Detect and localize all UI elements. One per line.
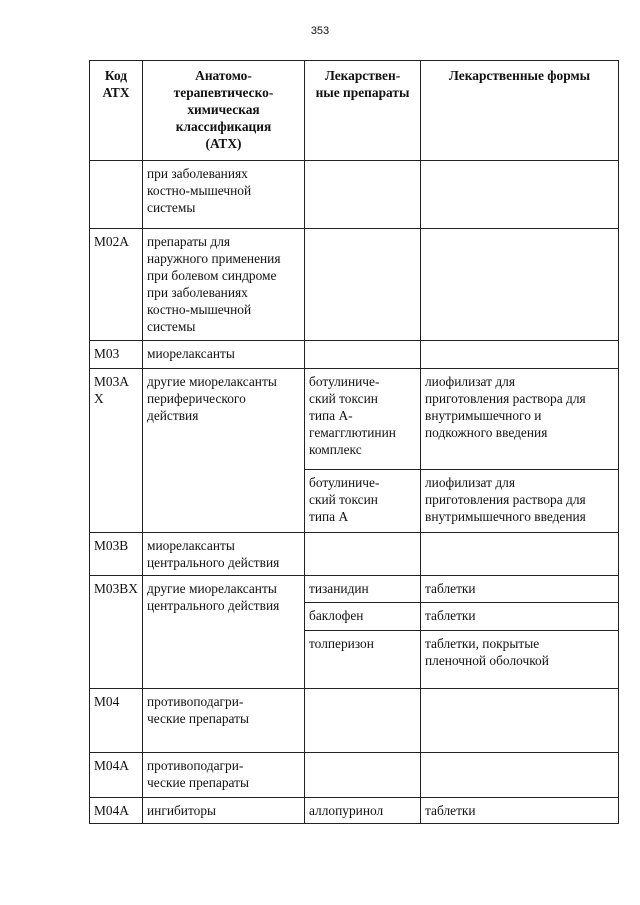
cell-drug bbox=[305, 341, 421, 369]
cell-drug bbox=[305, 229, 421, 341]
cell-drug: аллопуринол bbox=[305, 798, 421, 824]
cell-classification: при заболеваниях костно-мышечной системы bbox=[143, 161, 305, 229]
table-row bbox=[90, 229, 619, 341]
table-row bbox=[90, 161, 619, 229]
header-drugs: Лекарствен- ные препараты bbox=[305, 61, 421, 161]
cell-code: M04A bbox=[90, 753, 143, 798]
cell-classification: противоподагри- ческие препараты bbox=[143, 689, 305, 753]
cell-form: таблетки bbox=[421, 576, 619, 603]
cell-drug: толперизон bbox=[305, 631, 421, 689]
cell-drug bbox=[305, 753, 421, 798]
cell-classification: препараты для наружного применения при болевом синдроме при заболеваниях костно-мышечной системы bbox=[143, 229, 305, 341]
cell-code: M03B bbox=[90, 533, 143, 576]
cell-classification: другие миорелаксанты центрального действия bbox=[143, 576, 305, 689]
page-number: 353 bbox=[310, 25, 330, 37]
header-classification: Анатомо- терапевтическо- химическая классификация (АТХ) bbox=[143, 61, 305, 161]
cell-code: M04 bbox=[90, 689, 143, 753]
table-row bbox=[90, 369, 619, 470]
cell-form: таблетки bbox=[421, 603, 619, 631]
cell-classification: другие миорелаксанты периферического действия bbox=[143, 369, 305, 533]
cell-drug bbox=[305, 533, 421, 576]
cell-form: таблетки, покрытые пленочной оболочкой bbox=[421, 631, 619, 689]
cell-form: лиофилизат для приготовления раствора для внутримышечного и подкожного введения bbox=[421, 369, 619, 470]
cell-code: M02A bbox=[90, 229, 143, 341]
cell-drug: тизанидин bbox=[305, 576, 421, 603]
cell-drug bbox=[305, 161, 421, 229]
cell-form bbox=[421, 161, 619, 229]
table-row bbox=[90, 798, 619, 824]
header-forms: Лекарственные формы bbox=[421, 61, 619, 161]
cell-drug bbox=[305, 689, 421, 753]
table-header-row bbox=[90, 61, 619, 161]
table-row bbox=[90, 576, 619, 603]
cell-form bbox=[421, 689, 619, 753]
cell-classification: миорелаксанты bbox=[143, 341, 305, 369]
cell-classification: миорелаксанты центрального действия bbox=[143, 533, 305, 576]
cell-code bbox=[90, 161, 143, 229]
cell-classification: противоподагри- ческие препараты bbox=[143, 753, 305, 798]
cell-code: M04A bbox=[90, 798, 143, 824]
cell-drug: баклофен bbox=[305, 603, 421, 631]
table-row bbox=[90, 533, 619, 576]
header-code: Код АТХ bbox=[90, 61, 143, 161]
cell-form bbox=[421, 753, 619, 798]
cell-form bbox=[421, 229, 619, 341]
cell-classification: ингибиторы bbox=[143, 798, 305, 824]
atx-classification-table bbox=[89, 60, 619, 824]
cell-drug: ботулиниче- ский токсин типа A bbox=[305, 470, 421, 533]
cell-form bbox=[421, 341, 619, 369]
cell-form: таблетки bbox=[421, 798, 619, 824]
cell-drug: ботулиниче- ский токсин типа A- гемагглютинин комплекс bbox=[305, 369, 421, 470]
table-row bbox=[90, 689, 619, 753]
cell-form: лиофилизат для приготовления раствора для внутримышечного введения bbox=[421, 470, 619, 533]
cell-code: M03 bbox=[90, 341, 143, 369]
cell-form bbox=[421, 533, 619, 576]
cell-code: M03BX bbox=[90, 576, 143, 689]
table-row bbox=[90, 341, 619, 369]
cell-code: M03A X bbox=[90, 369, 143, 533]
table-row bbox=[90, 753, 619, 798]
